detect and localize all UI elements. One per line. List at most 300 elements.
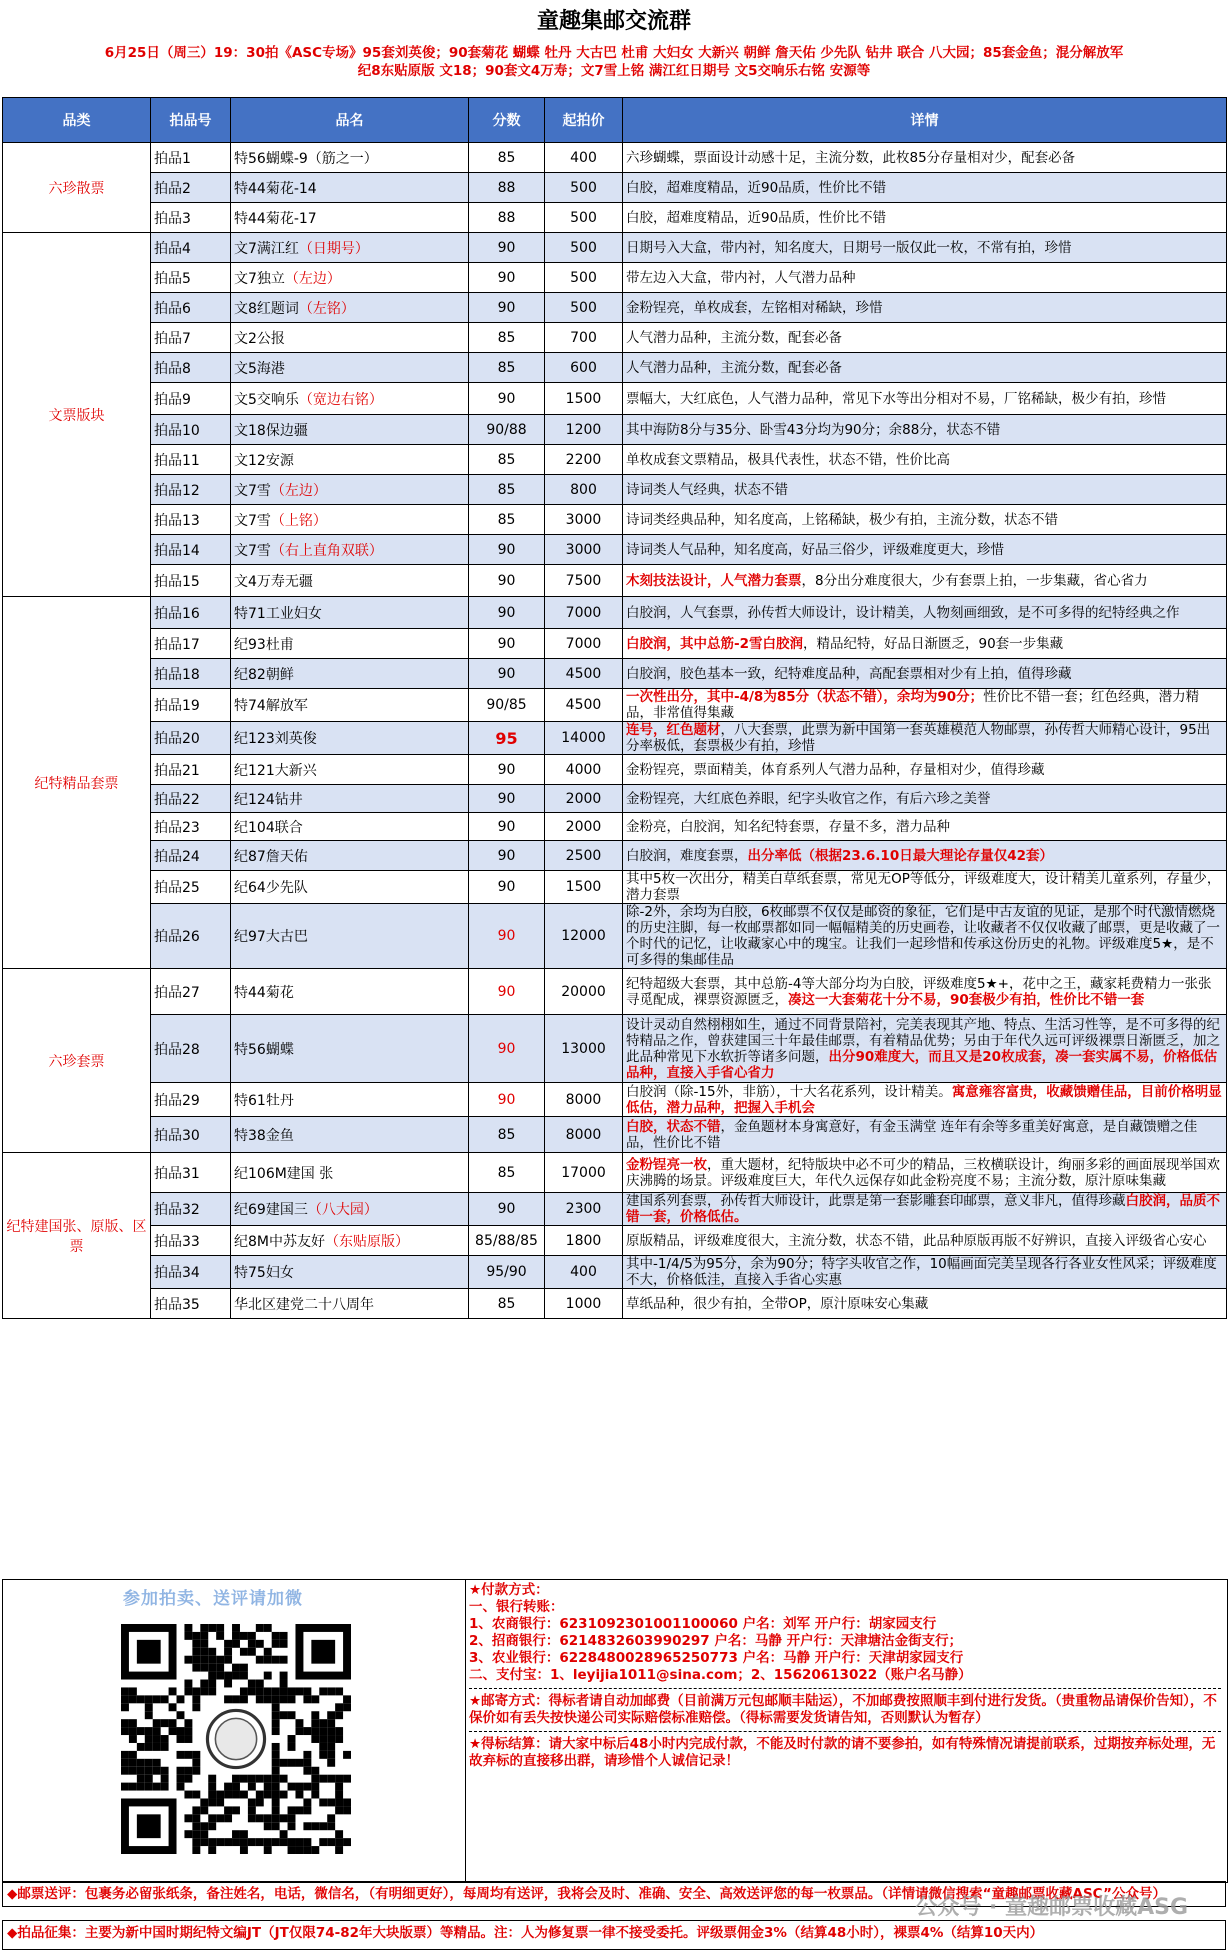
lot-start-price: 2300 bbox=[545, 1193, 623, 1226]
lot-detail bbox=[623, 353, 1227, 383]
table-row bbox=[3, 629, 1227, 659]
lot-name-text: 特44菊花-17 bbox=[234, 210, 317, 227]
lot-name-text: 文4万寿无疆 bbox=[234, 573, 313, 590]
lot-score: 85 bbox=[469, 505, 545, 535]
lot-detail-text: ，金鱼题材本身寓意好，有金玉满堂 连年有余等多重美好寓意，是自藏馈赠之佳品，性价比不错 bbox=[626, 1118, 1198, 1151]
lot-detail-text: 金粉锃亮，大红底色养眼，纪字头收官之作，有后六珍之美誉 bbox=[626, 790, 991, 807]
lot-detail bbox=[623, 1153, 1227, 1193]
lot-number: 拍品30 bbox=[151, 1117, 231, 1153]
lot-name bbox=[231, 659, 469, 689]
table-row bbox=[3, 969, 1227, 1015]
footer-consignment-notice: ◆拍品征集：主要为新中国时期纪特文编JT（JT仅限74-82年大块版票）等精品。注：人为修复票一律不接受委托。评级票佣金3%（结算48小时），裸票4%（结算10天内） bbox=[2, 1920, 1226, 1950]
lot-name-note: （左铭） bbox=[298, 300, 355, 317]
header-name: 品名 bbox=[231, 98, 469, 143]
lot-name bbox=[231, 1289, 469, 1319]
lot-detail-text: 人气潜力品种，主流分数，配套必备 bbox=[626, 329, 842, 346]
lot-number: 拍品22 bbox=[151, 785, 231, 813]
table-row bbox=[3, 353, 1227, 383]
category-cell: 文票版块 bbox=[3, 233, 151, 597]
lot-name bbox=[231, 722, 469, 755]
lot-start-price: 13000 bbox=[545, 1015, 623, 1083]
lot-start-price: 1000 bbox=[545, 1289, 623, 1319]
lot-score: 85 bbox=[469, 143, 545, 173]
lot-detail bbox=[623, 904, 1227, 969]
table-row bbox=[3, 445, 1227, 475]
lot-start-price: 500 bbox=[545, 203, 623, 233]
lot-detail-text: 白胶，超难度精品，近90品质，性价比不错 bbox=[626, 209, 887, 226]
lot-start-price: 8000 bbox=[545, 1117, 623, 1153]
lot-detail-text: 六珍蝴蝶，票面设计动感十足，主流分数，此枚85分存量相对少，配套必备 bbox=[626, 149, 1076, 166]
table-row bbox=[3, 233, 1227, 263]
lot-name-text: 文7独立 bbox=[234, 270, 285, 287]
lot-number: 拍品8 bbox=[151, 353, 231, 383]
lot-detail-text: 票幅大，大红底色，人气潜力品种，常见下水等出分相对不易，厂铭稀缺，极少有拍，珍惜 bbox=[626, 390, 1166, 407]
table-row bbox=[3, 505, 1227, 535]
lot-score: 88 bbox=[469, 173, 545, 203]
table-row bbox=[3, 1193, 1227, 1226]
header-lot-no: 拍品号 bbox=[151, 98, 231, 143]
lot-detail-text: ，精品纪特，好品日渐匮乏，90套一步集藏 bbox=[803, 635, 1064, 652]
lot-detail bbox=[623, 383, 1227, 415]
lot-number: 拍品9 bbox=[151, 383, 231, 415]
lot-name-text: 纪69建国三 bbox=[234, 1202, 308, 1218]
lot-name bbox=[231, 293, 469, 323]
lot-name-note: （上铭） bbox=[270, 512, 327, 529]
lot-start-price: 4000 bbox=[545, 755, 623, 785]
lot-name bbox=[231, 415, 469, 445]
lot-detail-text: ，重大题材，纪特版块中必不可少的精品，三枚横联设计，绚丽多彩的画面展现举国欢庆沸腾的场景。评级难度巨大，年代久远保存如此金粉亮度不易；主流分数，原汁原味集藏 bbox=[626, 1156, 1220, 1189]
lot-number: 拍品2 bbox=[151, 173, 231, 203]
qr-caption: 参加拍卖、送评请加微 bbox=[123, 1589, 303, 1609]
lot-name-note: （右上直角双联） bbox=[270, 542, 383, 559]
lot-detail-text: 纪特超级大套票，其中总筋-4等大部分均为白胶，评级难度5★+，花中之王，藏家耗费精力一张张寻觅配成，裸票资源匮乏， bbox=[626, 975, 1212, 1008]
lot-score: 90 bbox=[469, 1193, 545, 1226]
lot-detail bbox=[623, 203, 1227, 233]
lot-score: 85 bbox=[469, 1289, 545, 1319]
lot-score: 90/85 bbox=[469, 689, 545, 722]
lot-detail-highlight: 一次性出分，其中-4/8为85分（状态不错），余均为90分； bbox=[626, 689, 984, 705]
lot-start-price: 3000 bbox=[545, 505, 623, 535]
lot-score: 90 bbox=[469, 755, 545, 785]
lot-score: 85 bbox=[469, 1117, 545, 1153]
lot-detail bbox=[623, 841, 1227, 871]
lot-number: 拍品35 bbox=[151, 1289, 231, 1319]
lot-number: 拍品14 bbox=[151, 535, 231, 565]
lot-start-price: 500 bbox=[545, 293, 623, 323]
lot-start-price: 1500 bbox=[545, 383, 623, 415]
lot-detail-highlight: 白胶，状态不错 bbox=[626, 1118, 721, 1135]
info-panel bbox=[2, 1579, 1228, 1883]
table-row bbox=[3, 565, 1227, 597]
lot-name-text: 文5交响乐 bbox=[234, 391, 299, 408]
lot-detail bbox=[623, 755, 1227, 785]
table-row bbox=[3, 1117, 1227, 1153]
payment-title: ★付款方式： bbox=[469, 1582, 549, 1598]
lot-number: 拍品24 bbox=[151, 841, 231, 871]
lot-name-text: 文2公报 bbox=[234, 330, 285, 347]
lot-detail-text: 金粉锃亮，单枚成套，左铭相对稀缺，珍惜 bbox=[626, 299, 883, 316]
lot-detail bbox=[623, 535, 1227, 565]
bank-account-1: 1、农商银行：6231092301001100060 户名：刘军 开户行：胡家园支行 bbox=[469, 1616, 937, 1632]
lot-detail bbox=[623, 1083, 1227, 1117]
lot-name bbox=[231, 445, 469, 475]
table-row bbox=[3, 535, 1227, 565]
lot-score: 85 bbox=[469, 1153, 545, 1193]
lot-name-note: （东贴原版） bbox=[325, 1233, 409, 1250]
lot-name bbox=[231, 263, 469, 293]
lot-name-text: 特56蝴蝶 bbox=[234, 1041, 294, 1058]
lot-number: 拍品18 bbox=[151, 659, 231, 689]
lot-number: 拍品10 bbox=[151, 415, 231, 445]
lot-detail-highlight: 出分率低（根据23.6.10日最大理论存量仅42套） bbox=[747, 847, 1054, 864]
lot-name-note: （左边） bbox=[270, 482, 327, 499]
lot-score: 90 bbox=[469, 841, 545, 871]
lot-number: 拍品4 bbox=[151, 233, 231, 263]
table-row bbox=[3, 755, 1227, 785]
lot-detail-text: 其中海防8分与35分、卧雪43分均为90分；余88分，状态不错 bbox=[626, 421, 1001, 438]
table-row bbox=[3, 173, 1227, 203]
lot-detail bbox=[623, 293, 1227, 323]
wechat-qr-code[interactable] bbox=[121, 1610, 351, 1868]
lot-detail-text: 诗词类经典品种，知名度高，上铭稀缺，极少有拍，主流分数，状态不错 bbox=[626, 511, 1058, 528]
bank-transfer-title: 一、银行转账： bbox=[469, 1599, 564, 1615]
lot-name bbox=[231, 629, 469, 659]
lot-detail-text: 设计灵动自然栩栩如生，通过不同背景陪衬，完美表现其产地、特点、生活习性等，是不可多得的纪特精品之作，曾获建国三十年最佳邮票，有着精品优势；另由于年代久远可评级裸票日渐匮乏，加之此品种常见下水软折等诸多问题， bbox=[626, 1016, 1220, 1065]
bank-account-3: 3、农业银行：6228480028965250773 户名：马静 开户行：天津胡家园支行 bbox=[469, 1650, 964, 1666]
lot-name-note: （左边） bbox=[284, 270, 341, 287]
lot-score: 90 bbox=[469, 904, 545, 969]
lot-start-price: 800 bbox=[545, 475, 623, 505]
lot-detail bbox=[623, 263, 1227, 293]
header-score: 分数 bbox=[469, 98, 545, 143]
lot-name-text: 文7雪 bbox=[234, 482, 271, 499]
category-cell: 纪特建国张、原版、区票 bbox=[3, 1153, 151, 1319]
lot-name bbox=[231, 871, 469, 904]
table-row bbox=[3, 1083, 1227, 1117]
lot-score: 88 bbox=[469, 203, 545, 233]
lot-number: 拍品32 bbox=[151, 1193, 231, 1226]
lot-name-text: 华北区建党二十八周年 bbox=[234, 1296, 374, 1313]
lot-name bbox=[231, 689, 469, 722]
table-row bbox=[3, 597, 1227, 629]
lot-start-price: 20000 bbox=[545, 969, 623, 1015]
lot-detail bbox=[623, 1256, 1227, 1289]
lot-name bbox=[231, 841, 469, 871]
lot-number: 拍品25 bbox=[151, 871, 231, 904]
table-row bbox=[3, 383, 1227, 415]
lot-name bbox=[231, 565, 469, 597]
category-cell: 六珍散票 bbox=[3, 143, 151, 233]
lot-detail-text: 带左边入大盒，带内衬，人气潜力品种 bbox=[626, 269, 856, 286]
lot-name bbox=[231, 505, 469, 535]
lot-start-price: 500 bbox=[545, 233, 623, 263]
lot-start-price: 1800 bbox=[545, 1226, 623, 1256]
lot-name-text: 特56蝴蝶-9（筋之一） bbox=[234, 150, 378, 167]
lot-name-text: 特71工业妇女 bbox=[234, 605, 322, 622]
lot-start-price: 400 bbox=[545, 1256, 623, 1289]
lot-start-price: 2500 bbox=[545, 841, 623, 871]
lot-start-price: 4500 bbox=[545, 659, 623, 689]
lot-start-price: 2000 bbox=[545, 813, 623, 841]
lot-name bbox=[231, 785, 469, 813]
lot-name-note: （八大园） bbox=[307, 1202, 378, 1218]
lot-detail-highlight: 出分90难度大，而且又是20枚成套，凑一套实属不易，价格低估品种，直接入手省心省力 bbox=[626, 1048, 1218, 1081]
lot-score: 90 bbox=[469, 629, 545, 659]
lot-detail bbox=[623, 323, 1227, 353]
qr-section bbox=[3, 1580, 466, 1882]
lot-start-price: 500 bbox=[545, 263, 623, 293]
lot-number: 拍品11 bbox=[151, 445, 231, 475]
lot-detail bbox=[623, 659, 1227, 689]
lot-detail bbox=[623, 785, 1227, 813]
lot-detail bbox=[623, 629, 1227, 659]
lot-detail-text: 除-2外，余均为白胶，6枚邮票不仅仅是邮资的象征，它们是中古友谊的见证，是那个时代激情燃烧的历史注脚，每一枚邮票都如同一幅幅精美的历史画卷，让收藏者不仅仅收藏了邮票，更是收藏了一个时代的记忆，让收藏家心中的瑰宝。让我们一起珍惜和传承这份历史的礼物。评级难度5★，是不可多得的集邮佳品 bbox=[626, 904, 1220, 968]
announcement-line-2: 纪8东贴原版 文18；90套文4万寿；文7雪上铭 满江红日期号 文5交响乐右铭 安源等 bbox=[357, 63, 871, 79]
table-row bbox=[3, 1153, 1227, 1193]
table-row bbox=[3, 203, 1227, 233]
lot-number: 拍品12 bbox=[151, 475, 231, 505]
lot-name-text: 纪82朝鲜 bbox=[234, 666, 294, 683]
table-body bbox=[3, 143, 1227, 1319]
lot-name-text: 纪64少先队 bbox=[234, 880, 308, 896]
lot-detail-highlight: 凑这一大套菊花十分不易，90套极少有拍，性价比不错一套 bbox=[788, 991, 1145, 1008]
lot-number: 拍品7 bbox=[151, 323, 231, 353]
lot-score: 95 bbox=[469, 722, 545, 755]
page-title: 童趣集邮交流群 bbox=[536, 8, 691, 34]
lot-score: 85 bbox=[469, 445, 545, 475]
table-row bbox=[3, 415, 1227, 445]
lot-name-text: 文8红题词 bbox=[234, 300, 299, 317]
lot-number: 拍品33 bbox=[151, 1226, 231, 1256]
lot-detail bbox=[623, 143, 1227, 173]
header-detail: 详情 bbox=[623, 98, 1227, 143]
lot-detail-text: 白胶，超难度精品，近90品质，性价比不错 bbox=[626, 179, 887, 196]
lot-start-price: 8000 bbox=[545, 1083, 623, 1117]
lot-start-price: 14000 bbox=[545, 722, 623, 755]
lot-name bbox=[231, 1256, 469, 1289]
lot-name bbox=[231, 143, 469, 173]
lot-name bbox=[231, 323, 469, 353]
auction-lot-table bbox=[2, 97, 1227, 1319]
lot-score: 90 bbox=[469, 293, 545, 323]
lot-detail-highlight: 金粉锃亮一枚 bbox=[626, 1156, 707, 1173]
lot-score: 85 bbox=[469, 475, 545, 505]
lot-detail bbox=[623, 565, 1227, 597]
lot-start-price: 400 bbox=[545, 143, 623, 173]
lot-name-text: 文5海港 bbox=[234, 360, 285, 377]
lot-score: 90 bbox=[469, 1083, 545, 1117]
lot-name bbox=[231, 383, 469, 415]
lot-name bbox=[231, 597, 469, 629]
lot-name bbox=[231, 1015, 469, 1083]
lot-name-text: 纪121大新兴 bbox=[234, 762, 317, 779]
lot-name-note: （日期号） bbox=[298, 240, 369, 257]
lot-name-note: （宽边右铭） bbox=[298, 391, 383, 408]
lot-detail bbox=[623, 233, 1227, 263]
alipay-info: 二、支付宝：1、leyijia1011@sina.com；2、15620613022（账户名马静） bbox=[469, 1667, 972, 1683]
lot-score: 85 bbox=[469, 323, 545, 353]
table-row bbox=[3, 323, 1227, 353]
lot-number: 拍品20 bbox=[151, 722, 231, 755]
lot-start-price: 2000 bbox=[545, 785, 623, 813]
lot-number: 拍品27 bbox=[151, 969, 231, 1015]
lot-start-price: 3000 bbox=[545, 535, 623, 565]
lot-name-text: 特44菊花 bbox=[234, 984, 294, 1001]
lot-name-text: 纪123刘英俊 bbox=[234, 731, 317, 747]
table-row bbox=[3, 904, 1227, 969]
lot-number: 拍品17 bbox=[151, 629, 231, 659]
lot-score: 90 bbox=[469, 969, 545, 1015]
lot-detail bbox=[623, 722, 1227, 755]
footer-grading-notice: ◆邮票送评：包裹务必留张纸条，备注姓名，电话，微信名，（有明细更好），每周均有送评，我将会及时、准确、安全、高效送评您的每一枚票品。（详情请微信搜索“童趣邮票收藏ASC”公众号） bbox=[2, 1881, 1226, 1907]
lot-number: 拍品29 bbox=[151, 1083, 231, 1117]
lot-detail-highlight: 木刻技法设计，人气潜力套票 bbox=[626, 572, 802, 589]
lot-detail bbox=[623, 445, 1227, 475]
lot-number: 拍品34 bbox=[151, 1256, 231, 1289]
header-category: 品类 bbox=[3, 98, 151, 143]
lot-score: 95/90 bbox=[469, 1256, 545, 1289]
lot-name bbox=[231, 475, 469, 505]
lot-detail bbox=[623, 415, 1227, 445]
lot-detail bbox=[623, 1117, 1227, 1153]
table-row bbox=[3, 263, 1227, 293]
lot-name-text: 特44菊花-14 bbox=[234, 180, 317, 197]
lot-name bbox=[231, 353, 469, 383]
lot-number: 拍品21 bbox=[151, 755, 231, 785]
lot-start-price: 7000 bbox=[545, 629, 623, 659]
table-row bbox=[3, 722, 1227, 755]
lot-name bbox=[231, 233, 469, 263]
payment-info bbox=[469, 1582, 1221, 1880]
table-row bbox=[3, 841, 1227, 871]
lot-detail bbox=[623, 1015, 1227, 1083]
lot-name-text: 纪104联合 bbox=[234, 819, 303, 836]
lot-score: 90/88 bbox=[469, 415, 545, 445]
lot-score: 85/88/85 bbox=[469, 1226, 545, 1256]
lot-name bbox=[231, 1226, 469, 1256]
table-row bbox=[3, 1015, 1227, 1083]
lot-name bbox=[231, 904, 469, 969]
table-row bbox=[3, 1256, 1227, 1289]
lot-start-price: 17000 bbox=[545, 1153, 623, 1193]
lot-name bbox=[231, 813, 469, 841]
lot-start-price: 4500 bbox=[545, 689, 623, 722]
lot-name-text: 纪93杜甫 bbox=[234, 636, 294, 653]
table-row bbox=[3, 293, 1227, 323]
lot-detail bbox=[623, 1193, 1227, 1226]
lot-start-price: 7000 bbox=[545, 597, 623, 629]
lot-score: 90 bbox=[469, 565, 545, 597]
lot-name-text: 特38金鱼 bbox=[234, 1127, 294, 1144]
lot-detail-highlight: 白胶润，其中总筋-2雪白胶润 bbox=[626, 635, 803, 652]
lot-detail bbox=[623, 1226, 1227, 1256]
lot-detail-text: 人气潜力品种，主流分数，配套必备 bbox=[626, 359, 842, 376]
header-start-price: 起拍价 bbox=[545, 98, 623, 143]
lot-name-text: 文18保边疆 bbox=[234, 422, 308, 439]
lot-start-price: 700 bbox=[545, 323, 623, 353]
lot-name-text: 特74解放军 bbox=[234, 698, 308, 714]
lot-start-price: 1500 bbox=[545, 871, 623, 904]
lot-number: 拍品19 bbox=[151, 689, 231, 722]
lot-detail bbox=[623, 813, 1227, 841]
lot-detail bbox=[623, 173, 1227, 203]
table-row bbox=[3, 785, 1227, 813]
lot-name-text: 文7雪 bbox=[234, 542, 271, 559]
lot-name-text: 纪106M建国 张 bbox=[234, 1165, 334, 1182]
lot-score: 90 bbox=[469, 535, 545, 565]
lot-detail-text: 白胶润，胶色基本一致，纪特难度品种，高配套票相对少有上拍，值得珍藏 bbox=[626, 665, 1072, 682]
lot-number: 拍品6 bbox=[151, 293, 231, 323]
lot-score: 90 bbox=[469, 813, 545, 841]
lot-detail-text: 建国系列套票，孙传哲大师设计，此票是第一套影雕套印邮票，意义非凡，值得珍藏 bbox=[626, 1193, 1126, 1209]
lot-number: 拍品1 bbox=[151, 143, 231, 173]
table-row bbox=[3, 475, 1227, 505]
lot-detail-text: 草纸品种，很少有拍，全带OP，原汁原味安心集藏 bbox=[626, 1295, 929, 1312]
lot-number: 拍品31 bbox=[151, 1153, 231, 1193]
lot-name-text: 文7满江红 bbox=[234, 240, 299, 257]
lot-name bbox=[231, 1193, 469, 1226]
lot-score: 90 bbox=[469, 871, 545, 904]
lot-detail-text: 诗词类人气品种，知名度高，好品三俗少，评级难度更大，珍惜 bbox=[626, 541, 1004, 558]
lot-detail-text: 单枚成套文票精品，极具代表性，状态不错，性价比高 bbox=[626, 451, 950, 468]
announcement-line-1: 6月25日（周三）19：30拍《ASC专场》95套刘英俊；90套菊花 蝴蝶 牡丹 大古巴 杜甫 大妇女 大新兴 朝鲜 詹天佑 少先队 钻井 联合 八大园；85套金鱼；混分解放军 bbox=[104, 45, 1124, 61]
lot-number: 拍品26 bbox=[151, 904, 231, 969]
table-header-row bbox=[3, 98, 1227, 143]
lot-score: 90 bbox=[469, 383, 545, 415]
lot-name-text: 特75妇女 bbox=[234, 1265, 294, 1281]
lot-detail-text: 白胶润，人气套票，孙传哲大师设计，设计精美，人物刻画细致，是不可多得的纪特经典之作 bbox=[626, 604, 1180, 621]
lot-number: 拍品28 bbox=[151, 1015, 231, 1083]
lot-score: 90 bbox=[469, 659, 545, 689]
lot-detail-highlight: 寓意雍容富贵，收藏馈赠佳品，目前价格明显低估，潜力品种，把握入手机会 bbox=[626, 1083, 1222, 1116]
lot-start-price: 2200 bbox=[545, 445, 623, 475]
lot-name-text: 纪124钻井 bbox=[234, 791, 303, 808]
lot-name bbox=[231, 1153, 469, 1193]
lot-start-price: 12000 bbox=[545, 904, 623, 969]
lot-score: 90 bbox=[469, 597, 545, 629]
lot-name-text: 纪97大古巴 bbox=[234, 929, 308, 945]
lot-detail bbox=[623, 597, 1227, 629]
lot-name bbox=[231, 203, 469, 233]
watermark: 公众号 · 童趣邮票收藏ASG bbox=[915, 1895, 1188, 1920]
lot-detail bbox=[623, 969, 1227, 1015]
settlement-info: ★得标结算：请大家中标后48小时内完成付款，不能及时付款的请不要参拍，如有特殊情况请提前联系，过期按弃标处理，无故弃标的直接移出群，请珍惜个人诚信记录！ bbox=[469, 1736, 1216, 1769]
lot-detail-text: 金粉亮，白胶润，知名纪特套票，存量不多，潜力品种 bbox=[626, 818, 950, 835]
lot-detail-text: 金粉锃亮，票面精美，体育系列人气潜力品种，存量相对少，值得珍藏 bbox=[626, 761, 1045, 778]
lot-detail-text: 诗词类人气经典，状态不错 bbox=[626, 481, 788, 498]
lot-detail bbox=[623, 1289, 1227, 1319]
lot-score: 90 bbox=[469, 1015, 545, 1083]
lot-detail bbox=[623, 475, 1227, 505]
lot-name-text: 纪8M中苏友好 bbox=[234, 1233, 325, 1250]
category-cell: 纪特精品套票 bbox=[3, 597, 151, 969]
lot-number: 拍品23 bbox=[151, 813, 231, 841]
lot-number: 拍品3 bbox=[151, 203, 231, 233]
lot-detail-highlight: 连号，红色题材 bbox=[626, 722, 721, 738]
table-row bbox=[3, 689, 1227, 722]
lot-name bbox=[231, 535, 469, 565]
lot-number: 拍品15 bbox=[151, 565, 231, 597]
lot-name-text: 特61牡丹 bbox=[234, 1092, 294, 1109]
lot-start-price: 600 bbox=[545, 353, 623, 383]
auction-announcement bbox=[0, 44, 1228, 80]
lot-detail-highlight: 白胶润，品质不错一套，价格低估。 bbox=[626, 1193, 1220, 1225]
table-row bbox=[3, 143, 1227, 173]
divider bbox=[469, 1688, 1221, 1689]
lot-score: 90 bbox=[469, 233, 545, 263]
lot-name bbox=[231, 1117, 469, 1153]
lot-name bbox=[231, 969, 469, 1015]
